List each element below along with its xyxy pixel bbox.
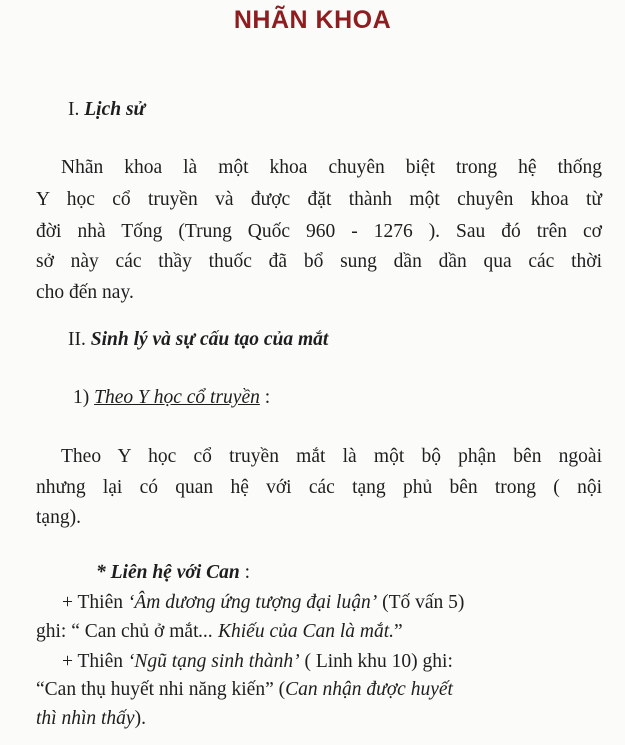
subsection-number: 1) [73,387,90,408]
paragraph-line: đời nhà Tống (Trung Quốc 960 - 1276 ). Sau đó trên cơ [36,221,602,242]
citation-line [36,620,403,644]
citation-ref: (Tố vấn 5) [377,592,465,613]
citation-translation: Can nhận được huyết [285,679,453,700]
relation-title: * Liên hệ với Can [96,562,240,583]
section-1-title: Lịch sử [84,99,146,120]
citation-line [62,650,453,674]
citation-line [62,591,464,615]
paragraph-line: sở này các thầy thuốc đã bổ sung dần dần qua các thời [36,251,602,272]
citation-text: “Can thụ huyết nhi năng kiến” ( [36,679,286,700]
paragraph-line: Theo Y học cổ truyền mắt là một bộ phận bên ngoài [61,446,602,467]
citation-end: ” [394,621,403,642]
relation-heading [96,561,250,585]
citation-translation: thì nhìn thấy [36,708,135,729]
page-title: NHÃN KHOA [233,6,392,34]
relation-colon: : [239,562,251,583]
citation-source: ‘Ngũ tạng sinh thành’ [127,651,300,672]
section-1-heading [68,98,145,122]
subsection-title: Theo Y học cổ truyền [94,387,260,408]
citation-source: ‘Âm dương ứng tượng đại luận’ [127,592,378,613]
section-2-heading [68,328,328,352]
paragraph-line: tạng). [36,507,81,528]
paragraph-line: cho đến nay. [36,282,134,303]
citation-line [36,678,453,702]
section-2-title: Sinh lý và sự cấu tạo của mắt [90,329,329,350]
paragraph-line: Nhãn khoa là một khoa chuyên biệt trong hệ thống [61,157,602,178]
citation-ref: ( Linh khu 10) ghi: [299,651,453,672]
subsection-colon: : [264,387,271,408]
subsection-heading [73,386,270,410]
paragraph-line: nhưng lại có quan hệ với các tạng phủ bên trong ( nội [36,477,602,498]
citation-text: ghi: “ Can chủ ở mắt [36,621,199,642]
citation-end: ). [134,708,146,729]
citation-line [36,707,146,731]
citation-prefix: + Thiên [62,592,128,613]
section-1-number: I. [68,99,80,120]
citation-prefix: + Thiên [62,651,128,672]
paragraph-line: Y học cổ truyền và được đặt thành một chuyên khoa từ [36,189,602,210]
citation-quote: ... Khiếu của Can là mắt. [198,621,395,642]
section-2-number: II. [68,329,86,350]
